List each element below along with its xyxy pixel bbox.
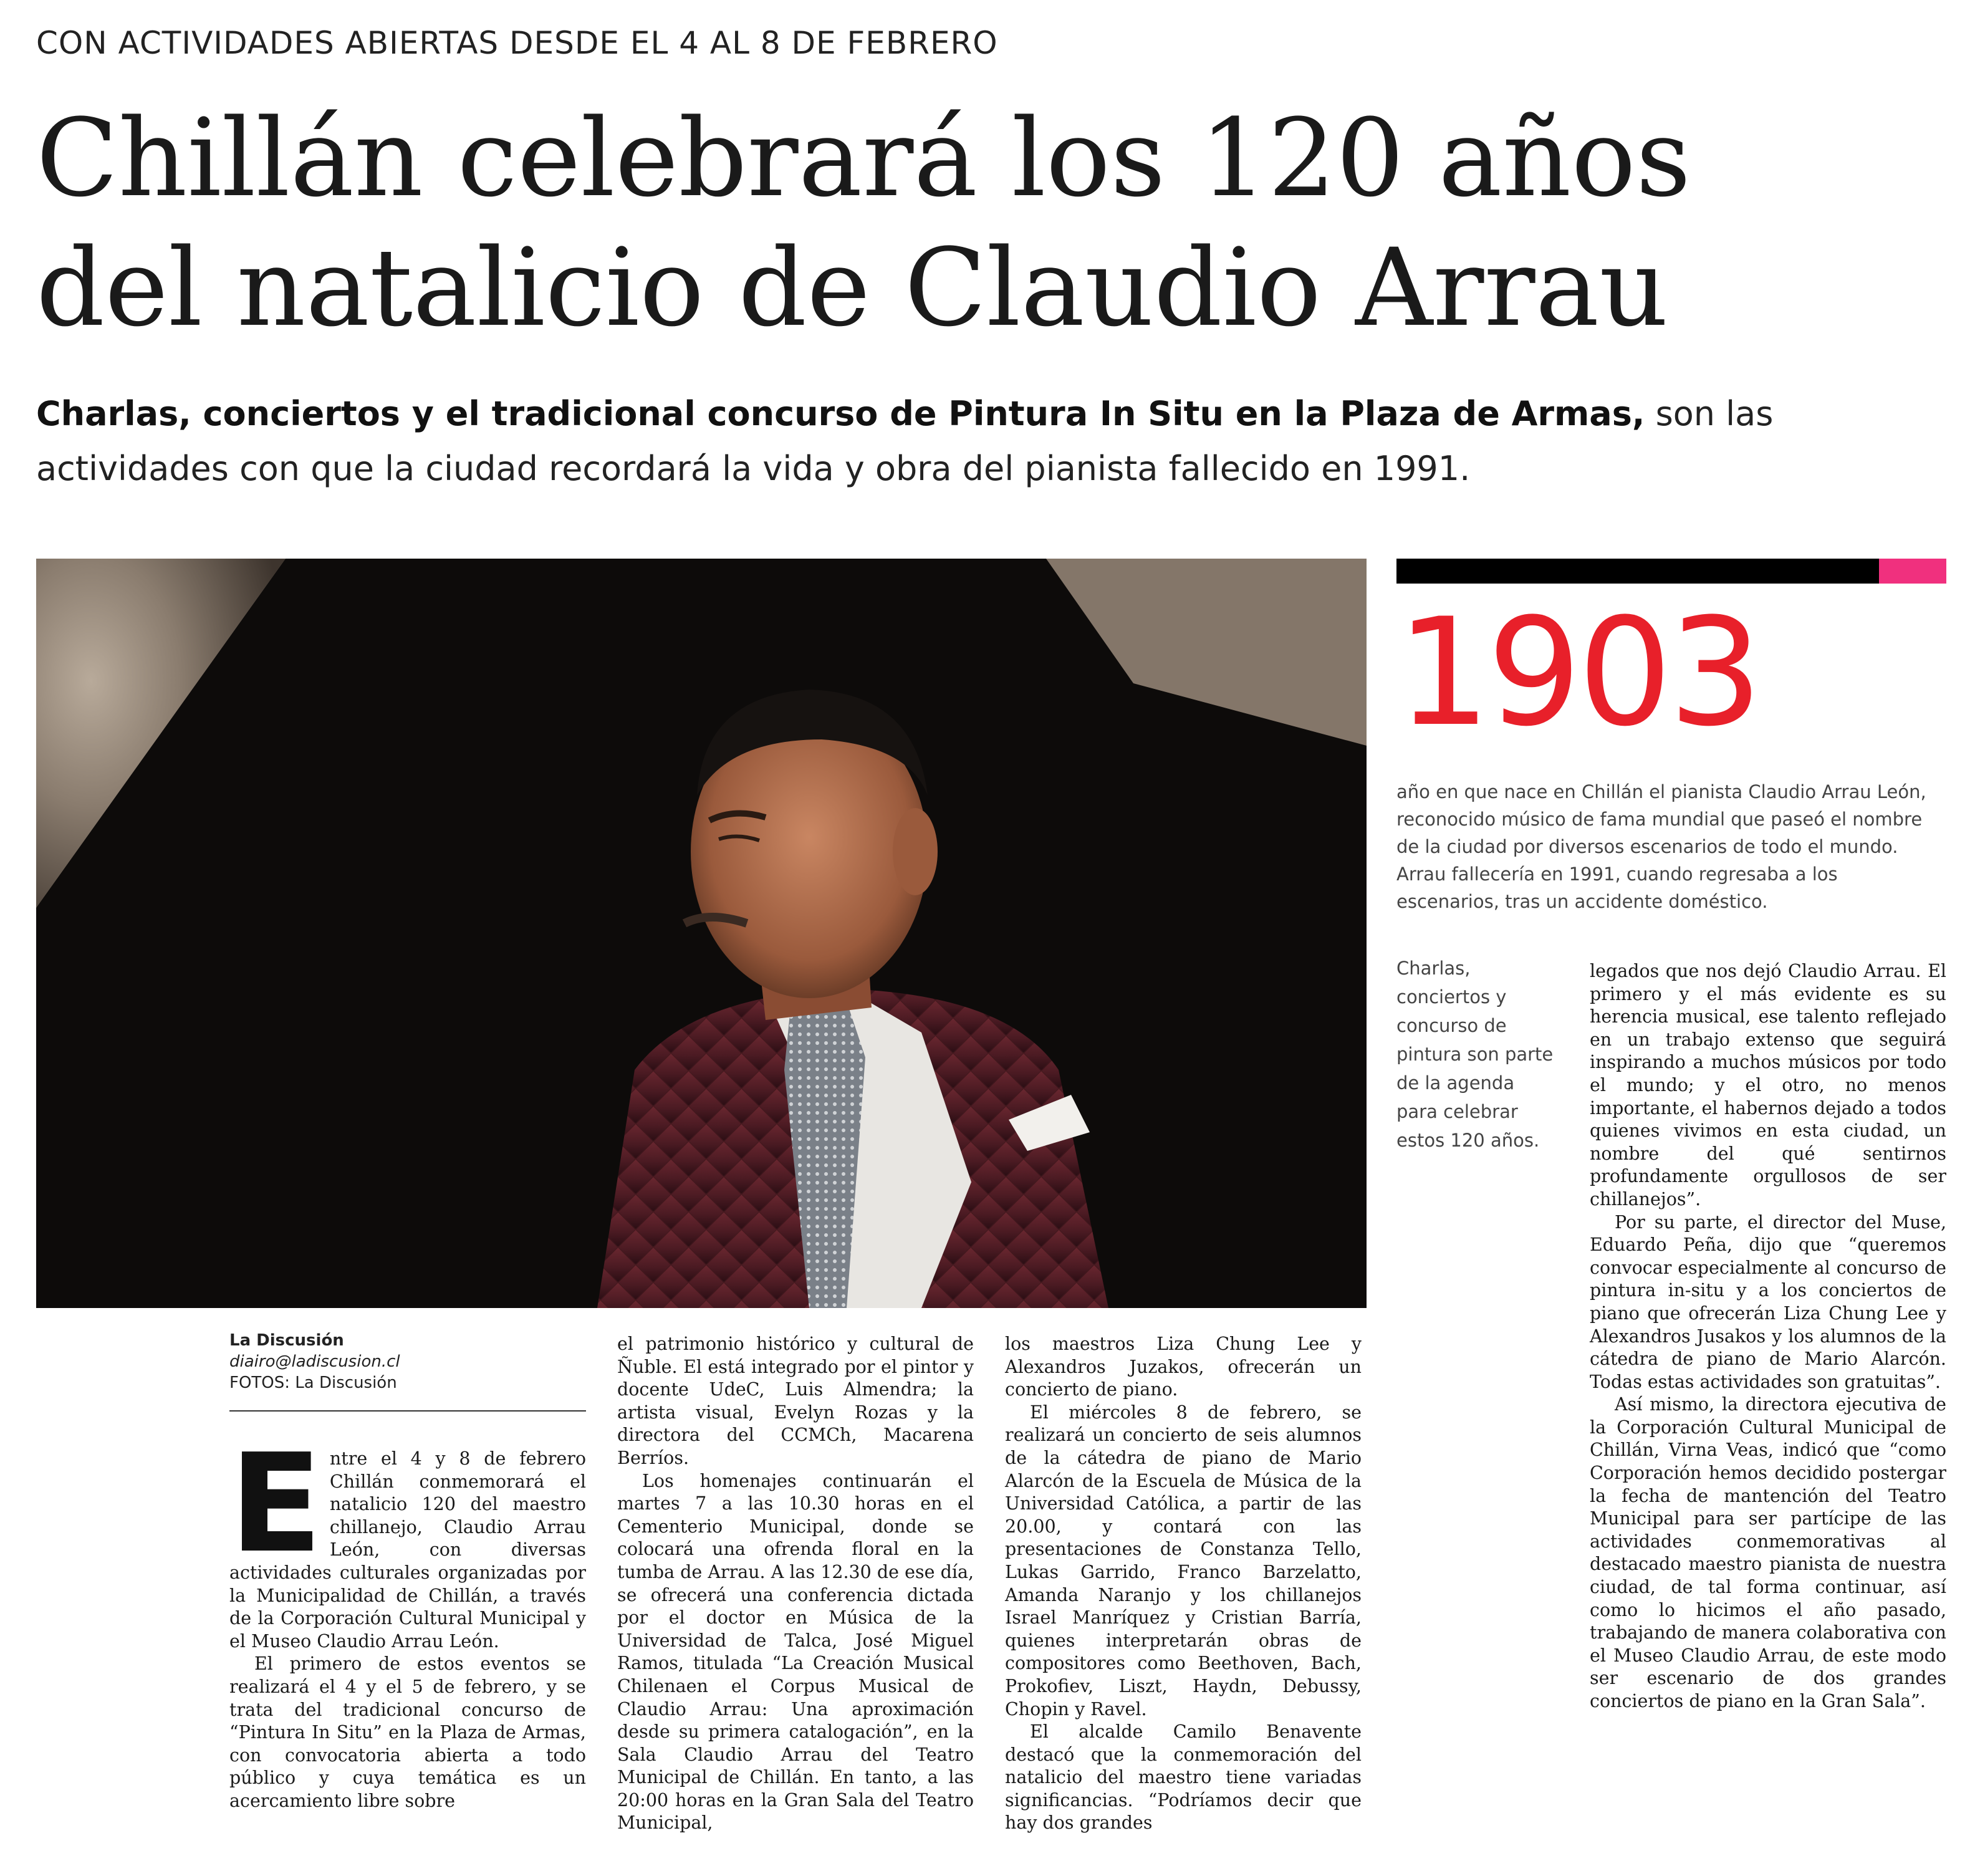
byline xyxy=(229,1330,586,1393)
article-paragraph: El alcalde Camilo Benavente destacó que la conmemoración del natalicio del maestro tiene variadas significancias. “Podríamos decir que hay dos grandes xyxy=(1005,1721,1362,1834)
deck xyxy=(36,387,1944,496)
pianist-photo xyxy=(36,559,1367,1308)
byline-email[interactable]: diairo@ladiscusion.cl xyxy=(229,1352,400,1371)
article-paragraph: El miércoles 8 de febrero, se realizará un concierto de seis alumnos de la cátedra de piano de Mario Alarcón de la Escuela de Música de la Universidad Católica, a partir de las 20.00, y contará con las presentaciones de Constanza Tello, Lukas Garrido, Franco Barzelatto, Amanda Naranjo y los chillanejos Israel Manríquez y Cristian Barría, quienes interpretarán obras de compositores como Beethoven, Bach, Prokofiev, Liszt, Haydn, Debussy, Chopin y Ravel. xyxy=(1005,1402,1362,1720)
article-paragraph: El primero de estos eventos se realizará el 4 y el 5 de febrero, y se trata del tradicional concurso de “Pintura In Situ” en la Plaza de Armas, con convocatoria abierta a todo público y cuya temática es un acercamiento libre sobre xyxy=(229,1653,586,1811)
big-year: 1903 xyxy=(1396,587,1759,759)
article-paragraph: Así mismo, la directora ejecutiva de la Corporación Cultural Municipal de Chillán, Virna Veas, indicó que “como Corporación hemos decidido postergar la fecha de mantención del Teatro Municipal para ser partícipe de las actividades conmemorativas al destacado maestro pianista de nuestra ciudad, de tal forma continuar, así como lo hicimos el año pasado, trabajando de manera colaborativa con el Museo Claudio Arrau, de este modo ser escenario de dos grandes conciertos de piano en la Gran Sala”. xyxy=(1590,1394,1946,1711)
paragraph-text: ntre el 4 y 8 de febrero Chillán conmemorará el natalicio 120 del maestro chillanejo, Claudio Arrau León, con diversas actividades culturales organizadas por la Municipalidad de Chillán, a través de la Corporación Cultural Municipal y el Museo Claudio Arrau León. xyxy=(229,1448,586,1652)
byline-source: La Discusión xyxy=(229,1331,344,1350)
pull-quote: Charlas, conciertos y concurso de pintura son parte de la agenda para celebrar estos 120 años. xyxy=(1396,958,1554,1151)
headline-line-2: del natalicio de Claudio Arrau xyxy=(36,225,1668,350)
byline-photos: FOTOS: La Discusión xyxy=(229,1373,397,1392)
deck-bold: Charlas, conciertos y el tradicional concurso de Pintura In Situ en la Plaza de Armas, xyxy=(36,394,1645,433)
headline xyxy=(36,94,1719,353)
deck-rest: son las actividades con que la ciudad recordará la vida y obra del pianista fallecido en 1991. xyxy=(36,394,1774,488)
drop-cap: E xyxy=(229,1425,322,1583)
article-paragraph: Los homenajes continuarán el martes 7 a las 10.30 horas en el Cementerio Municipal, donde se colocará una ofrenda floral en la tumba de Arrau. A las 12.30 de ese día, se ofrecerá una conferencia dictada por el doctor en Música de la Universidad de Talca, José Miguel Ramos, titulada “La Creación Musical Chilenaen el Corpus Musical de Claudio Arrau: Una aproximación desde su primera catalogación”, en la Sala Claudio Arrau del Teatro Municipal de Chillán. En tanto, a las 20:00 horas en la Gran Sala del Teatro Municipal, xyxy=(617,1470,974,1834)
year-description: año en que nace en Chillán el pianista Claudio Arrau León, reconocido músico de fama mundial que paseó el nombre de la ciudad por diversos escenarios de todo el mundo. Arrau fallecería en 1991, cuando regresaba a los escenarios, tras un accidente doméstico. xyxy=(1396,781,1926,912)
article-column-3 xyxy=(1005,1333,1362,1835)
article-paragraph xyxy=(229,1425,586,1653)
article-column-2 xyxy=(617,1333,974,1835)
kicker: CON ACTIVIDADES ABIERTAS DESDE EL 4 AL 8 DE FEBRERO xyxy=(36,25,998,61)
byline-divider xyxy=(229,1410,586,1412)
article-paragraph: el patrimonio histórico y cultural de Ñuble. El está integrado por el pintor y docente UdeC, Luis Almendra; la artista visual, Evelyn Rozas y la directora del CCMCh, Macarena Berríos. xyxy=(617,1334,974,1468)
article-column-4 xyxy=(1590,960,1946,1713)
headline-line-1: Chillán celebrará los 120 años xyxy=(36,95,1691,221)
sidebar-rule xyxy=(1396,559,1879,584)
article-paragraph: los maestros Liza Chung Lee y Alexandros Juzakos, ofrecerán un concierto de piano. xyxy=(1005,1334,1362,1400)
article-paragraph: Por su parte, el director del Muse, Eduardo Peña, dijo que “queremos convocar especialmente al concurso de pintura in-situ y a los conciertos de piano que ofrecerán Liza Chung Lee y Alexandros Jusakos y los alumnos de la cátedra de piano de Mario Alarcón. Todas estas actividades son gratuitas”. xyxy=(1590,1211,1946,1392)
article-column-1 xyxy=(229,1425,586,1813)
sidebar-accent xyxy=(1879,559,1946,584)
pianist-photo-image xyxy=(36,559,1367,1308)
article-paragraph: legados que nos dejó Claudio Arrau. El primero y el más evidente es su herencia musical, ese talento reflejado en un trabajo extenso que seguirá inspirando a muchos músicos por todo el mundo; y el otro, no menos importante, el habernos dejado a todos quienes vivimos en esta ciudad, un nombre del qué sentirnos profundamente orgullosos de ser chillanejos”. xyxy=(1590,961,1946,1210)
